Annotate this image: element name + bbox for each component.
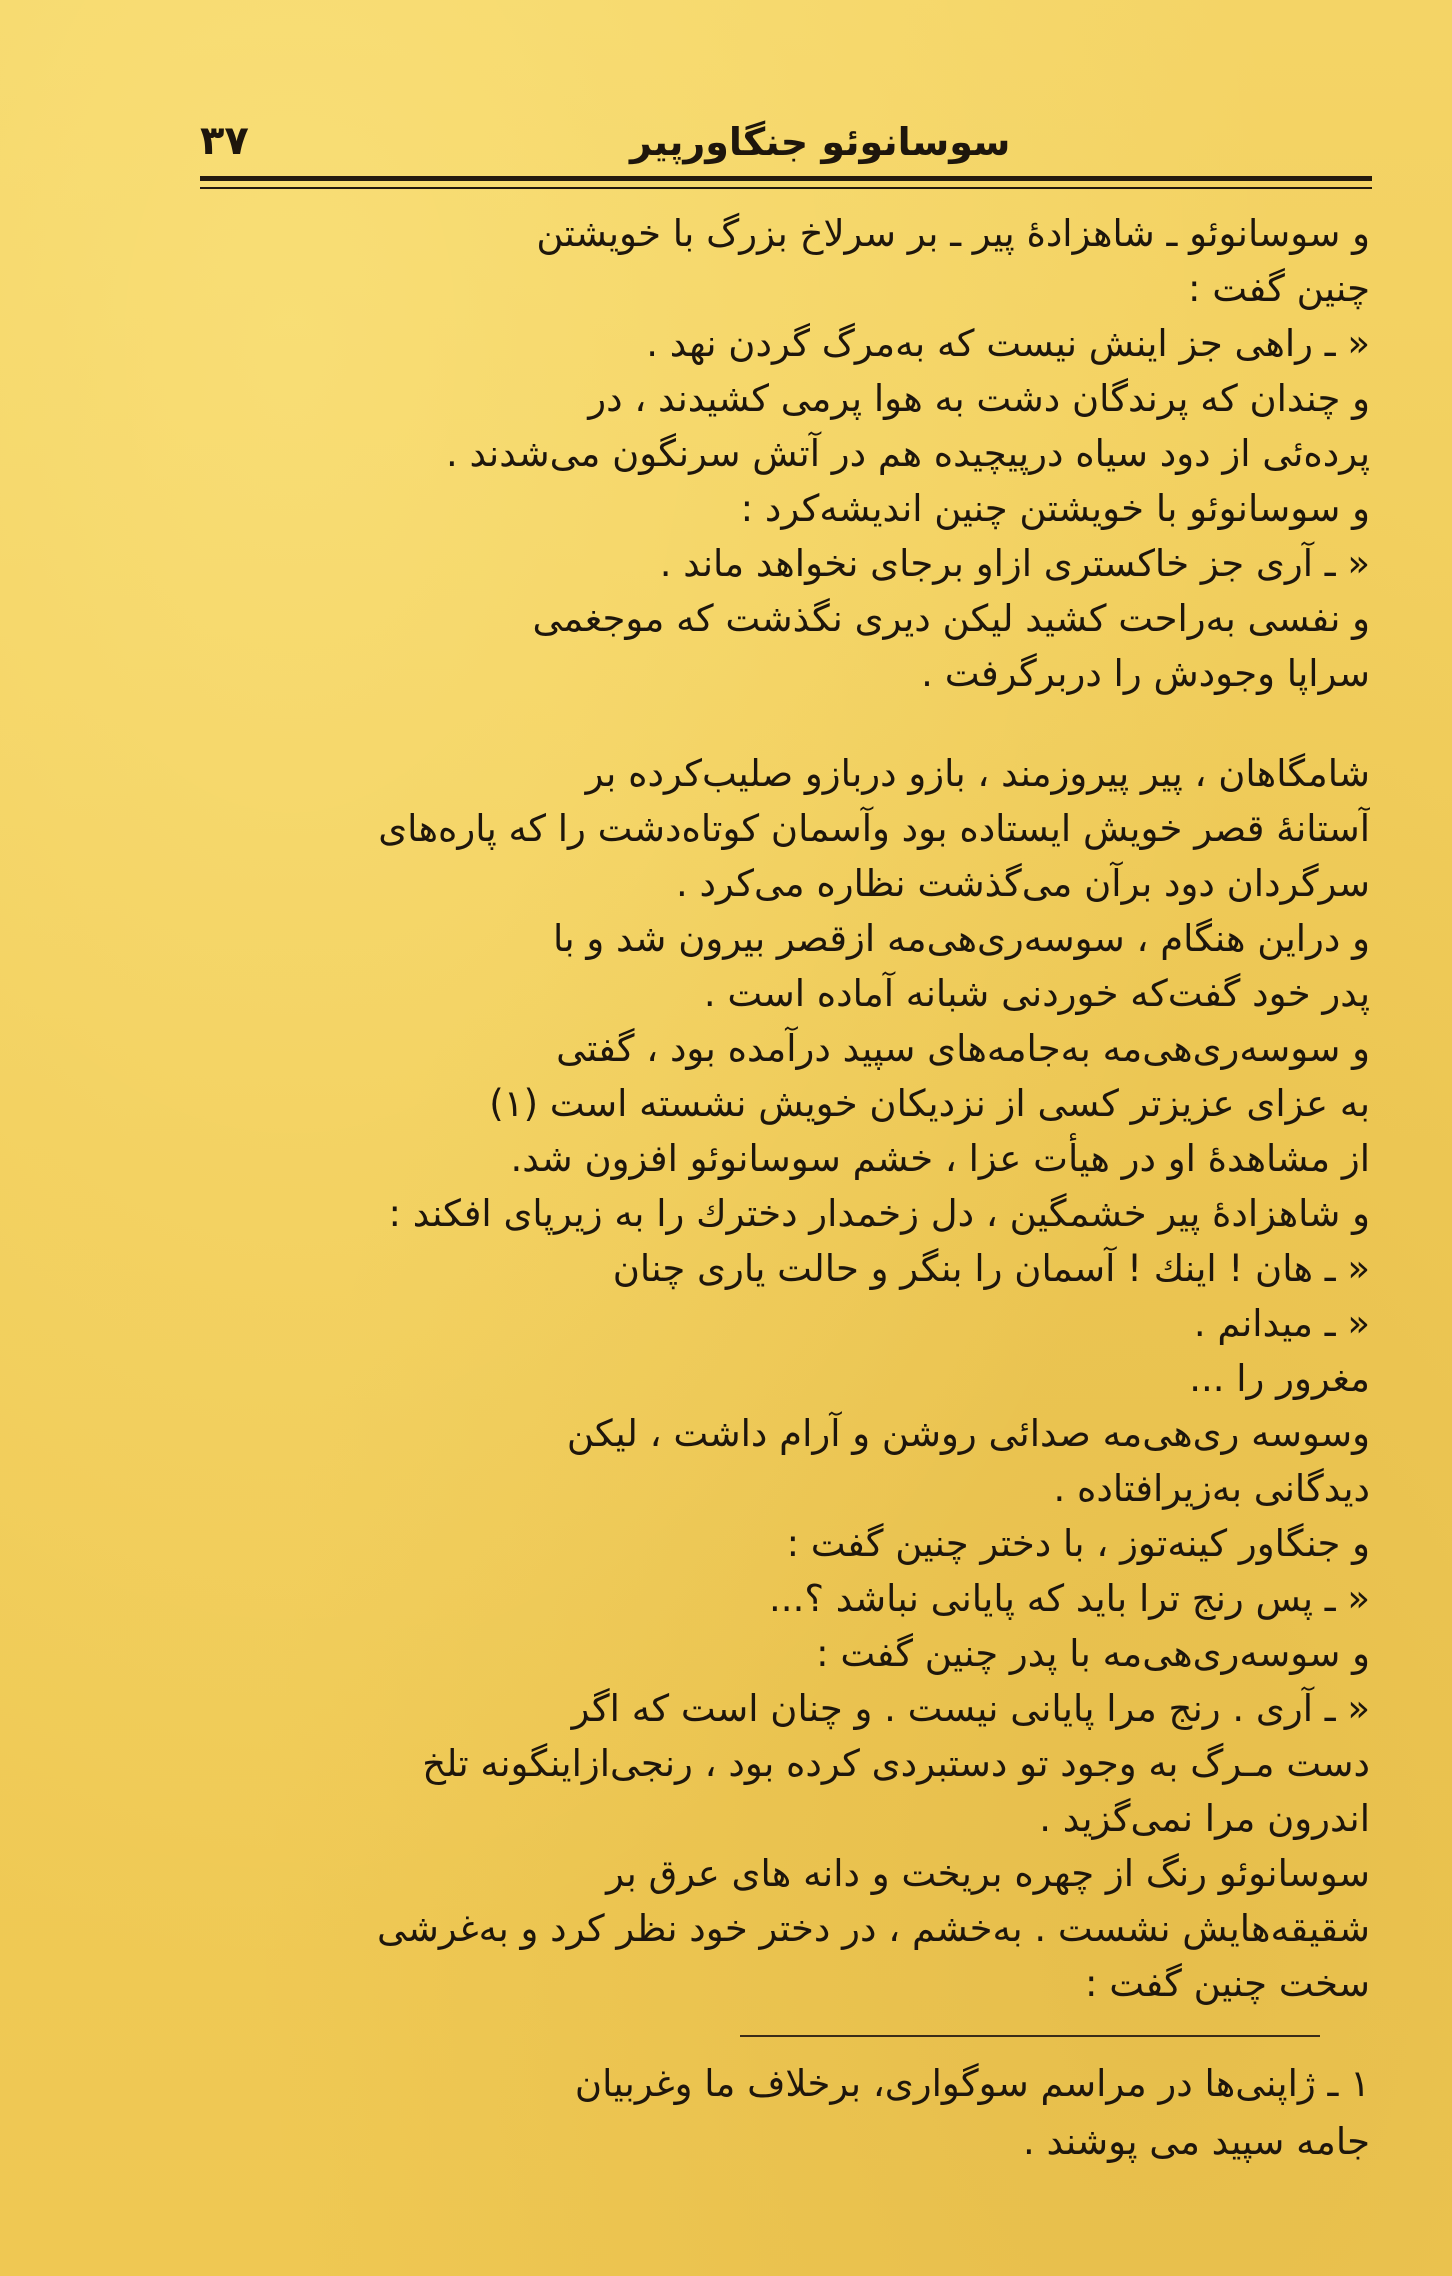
text-line: و سوسه‌ری‌هی‌مه به‌جامه‌های سپید درآمده بود ، گفتی [556, 1027, 1370, 1070]
footnote-rule [740, 2035, 1320, 2037]
text-line: دیدگانی به‌زیرافتاده . [1053, 1467, 1370, 1510]
header-rule-thick [200, 176, 1372, 181]
text-line: سوسانوئو رنگ از چهره بریخت و دانه های عرق بر [606, 1852, 1370, 1895]
text-line: سراپا وجودش را دربرگرفت . [921, 652, 1370, 695]
text-line: و جنگاور کینه‌توز ، با دختر چنین گفت : [786, 1522, 1370, 1565]
text-line: شقیقه‌هایش نشست . به‌خشم ، در دختر خود نظر کرد و به‌غرشی [377, 1907, 1370, 1950]
text-line: و سوسه‌ری‌هی‌مه با پدر چنین گفت : [816, 1632, 1370, 1675]
text-line: سخت چنین گفت : [1085, 1962, 1370, 2005]
text-line: دست مـرگ به وجود تو دستبردی کرده بود ، رنجی‌ازاینگونه تلخ [422, 1742, 1370, 1785]
text-line: شامگاهان ، پیر پیروزمند ، بازو دربازو صلیب‌کرده بر [585, 752, 1370, 795]
footnote-line: ۱ ـ ژاپنی‌ها در مراسم سوگواری، برخلاف ما وغربیان [574, 2062, 1370, 2105]
text-line: وسوسه ری‌هی‌مه صدائی روشن و آرام داشت ، لیکن [566, 1412, 1370, 1455]
footnote [195, 2055, 1370, 2171]
text-line: به عزای عزیزتر کسی از نزدیکان خویش نشسته است (۱) [489, 1082, 1370, 1125]
text-line: و سوسانوئو با خویشتن چنین اندیشه‌کرد : [740, 487, 1370, 530]
section-break [195, 701, 1370, 746]
text-line: « ـ آری جز خاکستری ازاو برجای نخواهد ماند . [659, 542, 1370, 585]
text-line: چنین گفت : [1187, 267, 1370, 310]
text-line: آستانهٔ قصر خویش ایستاده بود وآسمان کوتاه‌دشت را که پاره‌های [378, 807, 1370, 850]
text-line: از مشاهدهٔ او در هیأت عزا ، خشم سوسانوئو افزون شد. [510, 1137, 1370, 1180]
text-line: « ـ آری . رنج مرا پایانی نیست . و چنان است که اگر [571, 1687, 1370, 1730]
text-line: « ـ راهی جز اینش نیست که به‌مرگ گردن نهد . [646, 322, 1370, 365]
running-title: سوسانوئو جنگاورپیر [630, 120, 1011, 164]
text-line: پدر خود گفت‌که خوردنی شبانه آماده است . [703, 972, 1370, 1015]
text-line: پرده‌ئی از دود سیاه درپیچیده هم در آتش سرنگون می‌شدند . [445, 432, 1370, 475]
text-line: سرگردان دود برآن می‌گذشت نظاره می‌کرد . [675, 862, 1370, 905]
text-line: و چندان که پرندگان دشت به هوا پرمی کشیدند ، در [588, 377, 1370, 420]
text-line: « ـ میدانم . [1193, 1302, 1370, 1345]
text-line: « ـ پس رنج ترا باید که پایانی نباشد ؟... [769, 1577, 1370, 1620]
text-line: مغرور را ... [1189, 1357, 1370, 1400]
text-line: و نفسی به‌راحت کشید لیکن دیری نگذشت که موجغمی [532, 597, 1370, 640]
page-number: ۳۷ [200, 118, 249, 164]
header-rule-thin [200, 187, 1372, 189]
text-line: و سوسانوئو ـ شاهزادهٔ پیر ـ بر سرلاخ بزرگ با خویشتن [536, 212, 1370, 255]
text-line: و شاهزادهٔ پیر خشمگین ، دل زخمدار دخترك را به زیرپای افکند : [388, 1192, 1370, 1235]
page-header [200, 118, 1372, 178]
body-text [195, 206, 1370, 2011]
text-line: اندرون مرا نمی‌گزید . [1039, 1797, 1370, 1840]
text-line: و دراین هنگام ، سوسه‌ری‌هی‌مه ازقصر بیرون شد و با [553, 917, 1370, 960]
footnote-line: جامه سپید می پوشند . [1022, 2120, 1370, 2163]
text-line: « ـ هان ! اینك ! آسمان را بنگر و حالت یاری چنان [612, 1247, 1370, 1290]
